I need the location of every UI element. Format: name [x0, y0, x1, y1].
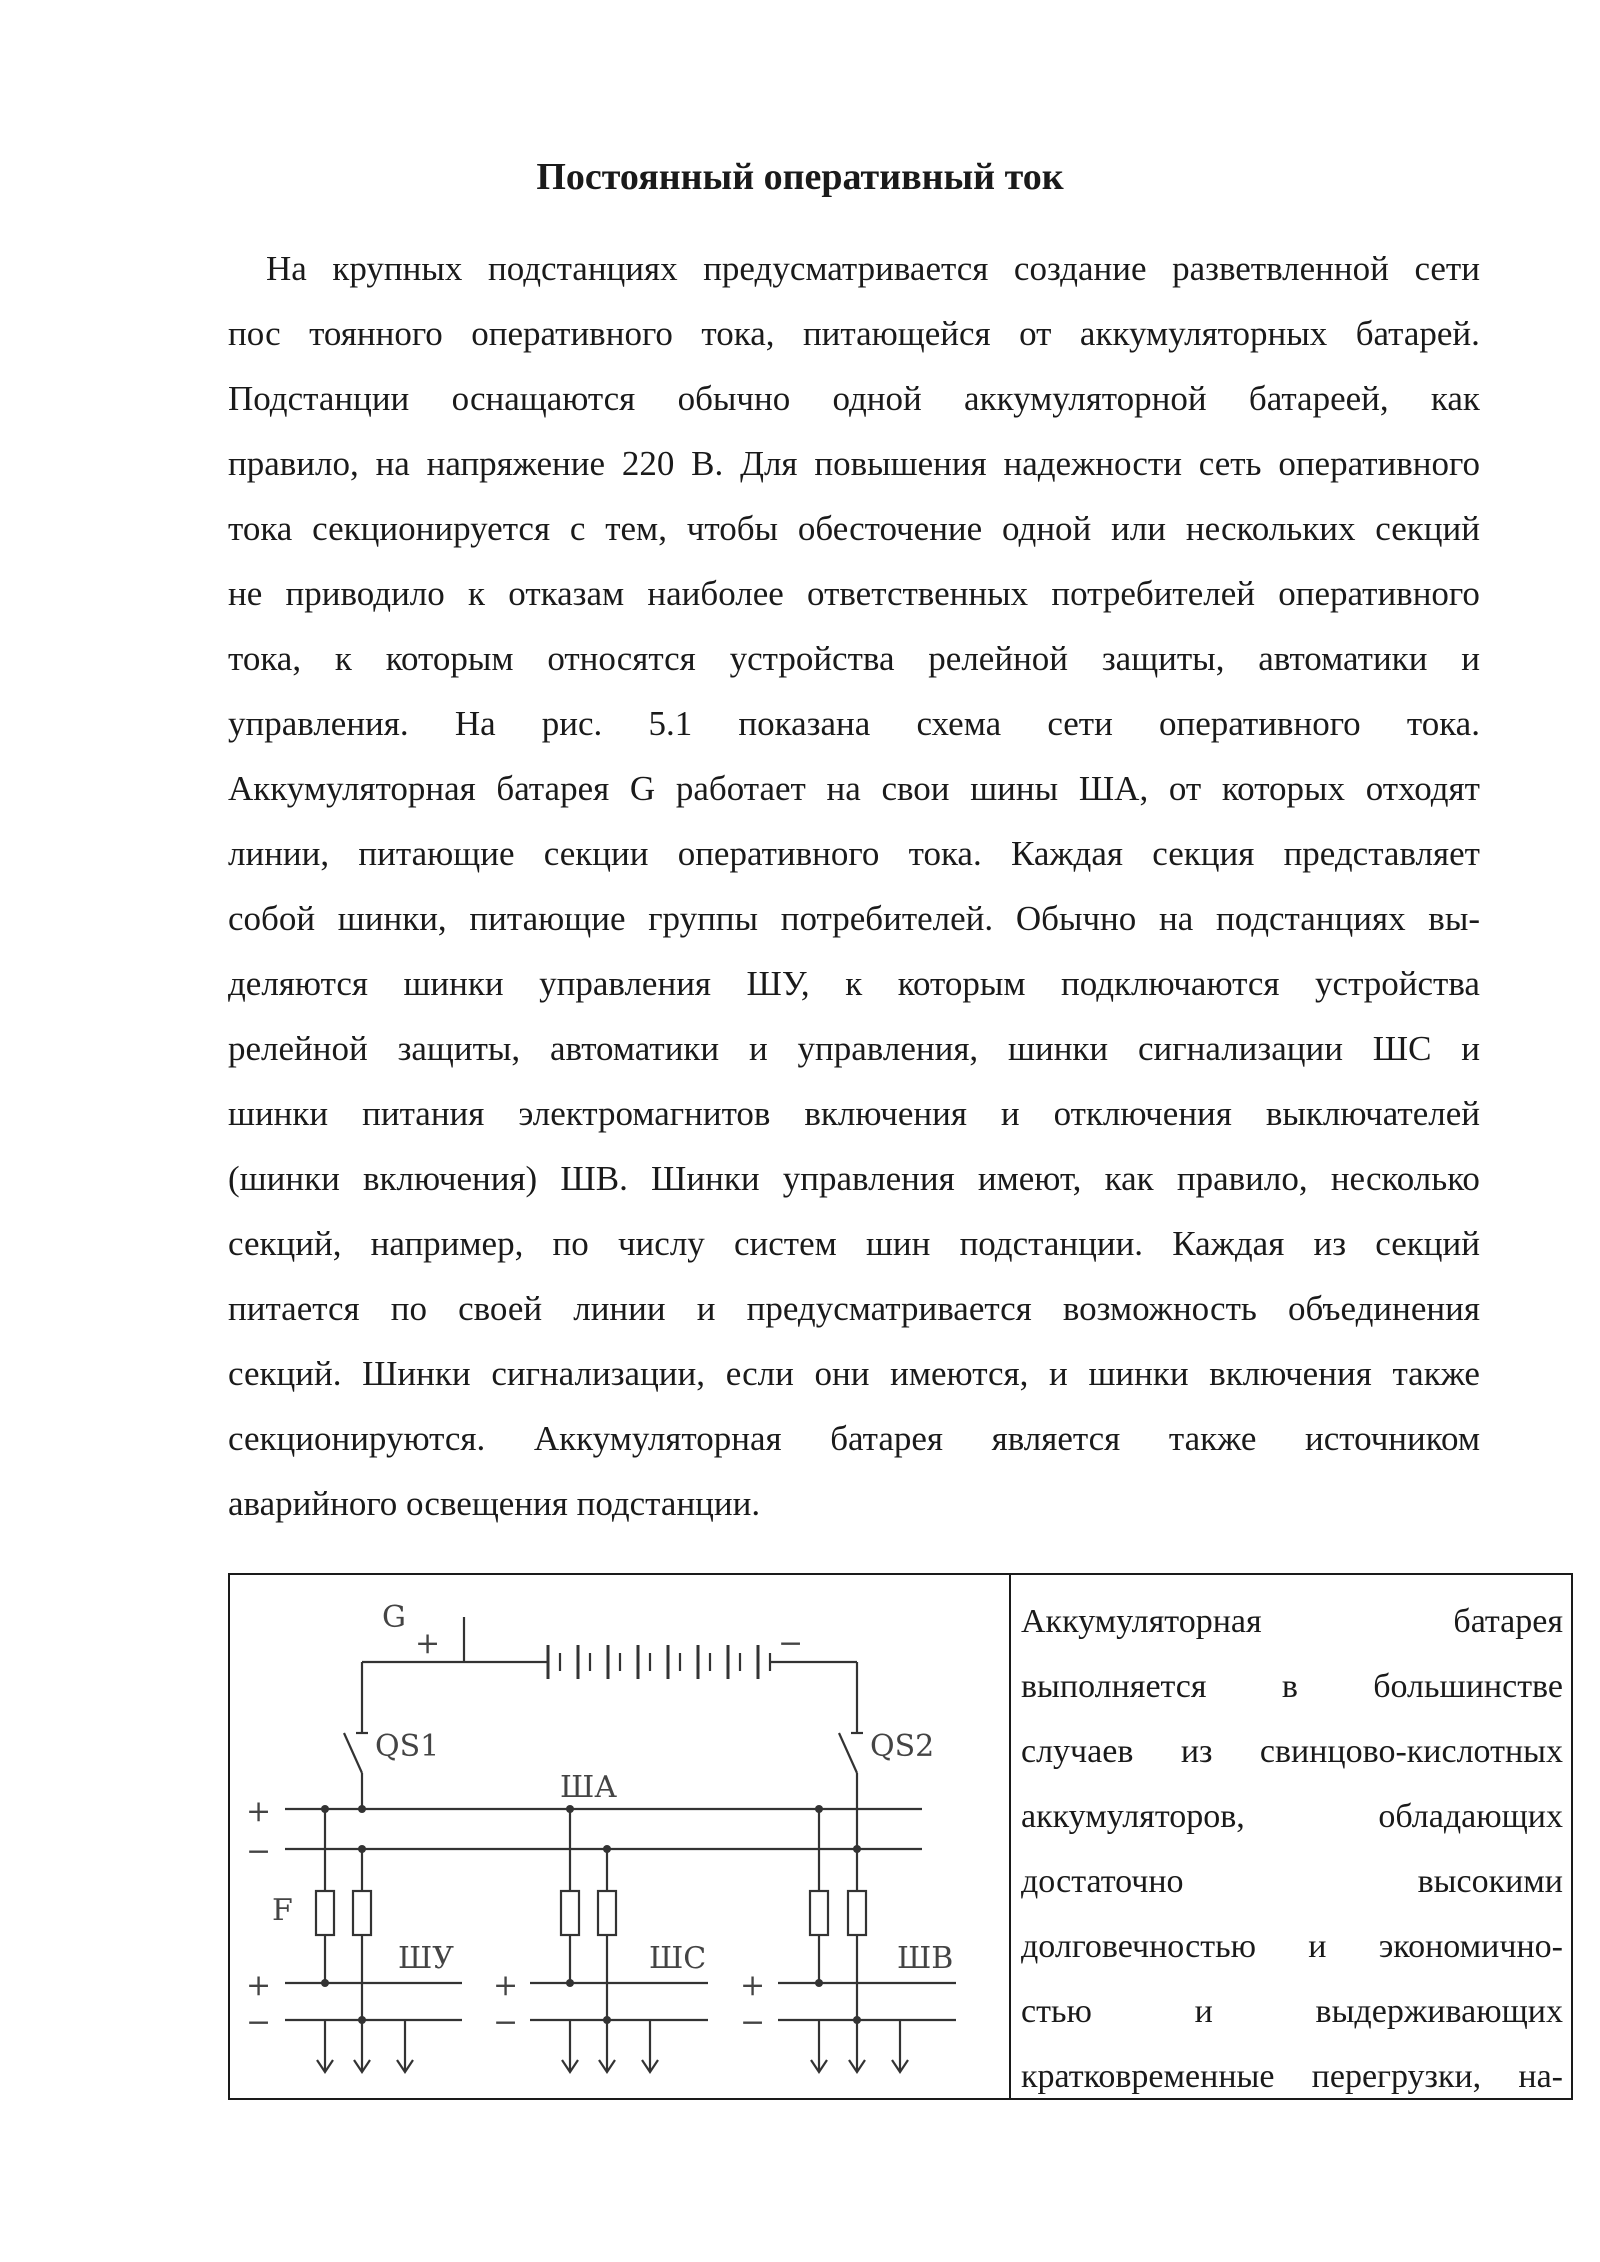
figure-table: [228, 1573, 1573, 2100]
dc-network-diagram: [230, 1575, 1009, 2098]
paragraph-line: не приводило к отказам наиболее ответственных потребителей оперативного: [228, 574, 1480, 613]
paragraph-line: Аккумуляторная батарея G работает на свои шины ША, от которых отходят: [228, 769, 1480, 808]
side-text-line: случаев из свинцово-кислотных: [1021, 1733, 1563, 1770]
paragraph-line: тока, к которым относятся устройства релейной защиты, автоматики и: [228, 639, 1480, 678]
section3-plus-sign: +: [740, 1968, 766, 2003]
side-text-line: выполняется в большинстве: [1021, 1668, 1563, 1705]
paragraph-line: линии, питающие секции оперативного тока. Каждая секция представляет: [228, 834, 1480, 873]
fuse-label: F: [272, 1893, 293, 1928]
main-bus-label: ША: [560, 1770, 617, 1805]
paragraph-line: релейной защиты, автоматики и управления, шинки сигнализации ШС и: [228, 1029, 1480, 1068]
switch-qs2: [839, 1733, 863, 1849]
section2-plus-sign: +: [493, 1968, 519, 2003]
paragraph-line: деляются шинки управления ШУ, к которым подключаются устройства: [228, 964, 1480, 1003]
side-text-line: стью и выдерживающих: [1021, 1993, 1563, 2030]
section2-label: ШС: [649, 1941, 707, 1976]
section1-minus-sign: −: [246, 2005, 272, 2040]
page-title: Постоянный оперативный ток: [536, 156, 1064, 198]
section1-label: ШУ: [398, 1941, 454, 1976]
section3-minus-sign: −: [740, 2005, 766, 2040]
paragraph-line: правило, на напряжение 220 В. Для повышения надежности сеть оперативного: [228, 444, 1480, 483]
battery-minus-sign: −: [778, 1626, 804, 1661]
junction-dots: [321, 1805, 861, 2024]
side-text-line: Аккумуляторная батарея: [1021, 1603, 1563, 1640]
paragraph-line: собой шинки, питающие группы потребителей. Обычно на подстанциях вы-: [228, 899, 1480, 938]
paragraph-line: пос тоянного оперативного тока, питающейся от аккумуляторных батарей.: [228, 314, 1480, 353]
paragraph-line: тока секционируется с тем, чтобы обесточение одной или нескольких секций: [228, 509, 1480, 548]
paragraph-line: шинки питания электромагнитов включения и отключения выключателей: [228, 1094, 1480, 1133]
paragraph-line: На крупных подстанциях предусматривается создание разветвленной сети: [266, 249, 1480, 288]
side-text-line: достаточно высокими: [1021, 1863, 1563, 1900]
switch2-label: QS2: [870, 1729, 935, 1764]
switch1-label: QS1: [375, 1729, 440, 1764]
section1-plus-sign: +: [246, 1968, 272, 2003]
side-text-cell: [1021, 1589, 1563, 2109]
battery-label: G: [382, 1600, 406, 1635]
main-bus-plus-sign: +: [246, 1794, 272, 1829]
section2-minus-sign: −: [493, 2005, 519, 2040]
section3-label: ШВ: [897, 1941, 954, 1976]
paragraph-line: Подстанции оснащаются обычно одной аккумуляторной батареей, как: [228, 379, 1480, 418]
consumer-arrows: [317, 2020, 908, 2072]
paragraph-line: секций, например, по числу систем шин подстанции. Каждая из секций: [228, 1224, 1480, 1263]
side-text-line: кратковременные перегрузки, на-: [1021, 2058, 1563, 2095]
paragraph-line: аварийного освещения подстанции.: [228, 1484, 761, 1523]
switch-qs1: [344, 1733, 368, 1809]
body-paragraph: [228, 236, 1480, 1536]
paragraph-line: секций. Шинки сигнализации, если они имеются, и шинки включения также: [228, 1354, 1480, 1393]
paragraph-line: секционируются. Аккумуляторная батарея является также источником: [228, 1419, 1480, 1458]
diagram-cell: [230, 1575, 1011, 2098]
paragraph-line: управления. На рис. 5.1 показана схема сети оперативного тока.: [228, 704, 1480, 743]
side-text-line: аккумуляторов, обладающих: [1021, 1798, 1563, 1835]
battery-plus-sign: +: [415, 1626, 441, 1661]
paragraph-line: питается по своей линии и предусматривается возможность объединения: [228, 1289, 1480, 1328]
side-text-line: долговечностью и экономично-: [1021, 1928, 1563, 1965]
main-bus-minus-sign: −: [246, 1834, 272, 1869]
paragraph-line: (шинки включения) ШВ. Шинки управления имеют, как правило, несколько: [228, 1159, 1480, 1198]
section-feeders: [316, 1809, 866, 2020]
